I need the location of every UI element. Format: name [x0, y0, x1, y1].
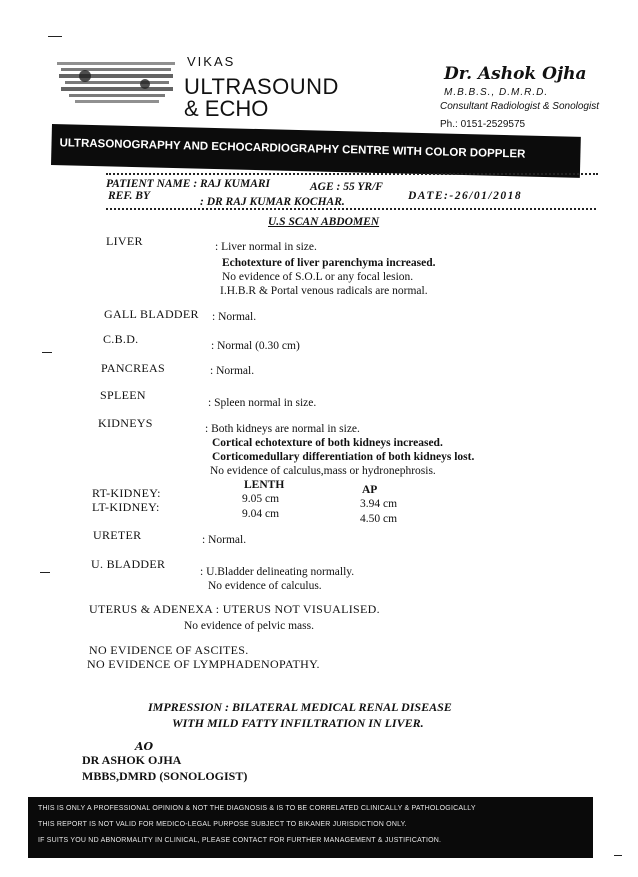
impression-line: IMPRESSION : BILATERAL MEDICAL RENAL DISEASE [148, 700, 452, 714]
urinary-bladder-line: No evidence of calculus. [208, 580, 322, 592]
spleen-value: : Spleen normal in size. [208, 397, 317, 409]
kidneys-line: Corticomedullary differentiation of both kidneys lost. [212, 451, 475, 463]
brand-name-echo: & ECHO [184, 96, 269, 121]
liver-line: No evidence of S.O.L or any focal lesion. [222, 271, 414, 283]
uterus-note: No evidence of pelvic mass. [184, 620, 314, 632]
urinary-bladder-line: : U.Bladder delineating normally. [200, 566, 355, 578]
patient-age: AGE : 55 YR/F [310, 181, 383, 193]
kidneys-label: KIDNEYS [98, 416, 153, 430]
scan-title: U.S SCAN ABDOMEN [268, 216, 380, 228]
lt-kidney-label: LT-KIDNEY: [92, 500, 160, 514]
kidney-ap-header: AP [362, 484, 378, 496]
doctor-role: Consultant Radiologist & Sonologist [440, 101, 599, 112]
divider-dotted [106, 208, 596, 210]
liver-line: Echotexture of liver parenchyma increased. [222, 257, 436, 269]
uterus-finding: UTERUS & ADENEXA : UTERUS NOT VISUALISED. [89, 602, 380, 616]
divider-dotted [106, 173, 598, 175]
margin-mark [42, 352, 52, 353]
kidneys-line: : Both kidneys are normal in size. [205, 423, 360, 435]
lt-kidney-length: 9.04 cm [242, 508, 280, 520]
liver-line: I.H.B.R & Portal venous radicals are normal. [220, 285, 428, 297]
header-banner [51, 124, 581, 178]
cbd-value: : Normal (0.30 cm) [211, 340, 300, 352]
doctor-name: Dr. Ashok Ojha [444, 64, 587, 84]
rt-kidney-ap: 3.94 cm [360, 498, 398, 510]
lymphadenopathy-finding: NO EVIDENCE OF LYMPHADENOPATHY. [87, 657, 320, 671]
pancreas-value: : Normal. [210, 365, 255, 377]
liver-label: LIVER [106, 234, 143, 248]
kidneys-line: Cortical echotexture of both kidneys increased. [212, 437, 443, 449]
pancreas-label: PANCREAS [101, 361, 165, 375]
ureter-value: : Normal. [202, 534, 247, 546]
kidneys-line: No evidence of calculus,mass or hydronephrosis. [210, 465, 436, 477]
signature-name: DR ASHOK OJHA [82, 753, 182, 767]
liver-line: : Liver normal in size. [215, 241, 317, 253]
patient-name: PATIENT NAME : RAJ KUMARI [106, 178, 271, 190]
ureter-label: URETER [93, 528, 142, 542]
rt-kidney-label: RT-KIDNEY: [92, 486, 161, 500]
margin-mark [614, 855, 622, 856]
signature-qualification: MBBS,DMRD (SONOLOGIST) [82, 769, 248, 783]
spleen-label: SPLEEN [100, 388, 146, 402]
kidney-length-header: LENTH [244, 479, 285, 491]
footer-line: THIS IS ONLY A PROFESSIONAL OPINION & NOT THE DIAGNOSIS & IS TO BE CORRELATED CLINICALLY & PATHOLOGICALLY [38, 805, 476, 812]
ascites-finding: NO EVIDENCE OF ASCITES. [89, 643, 249, 657]
brand-name-ultrasound: ULTRASOUND [184, 74, 339, 99]
footer-line: THIS REPORT IS NOT VALID FOR MEDICO-LEGAL PURPOSE SUBJECT TO BIKANER JURISDICTION ONLY. [38, 821, 407, 828]
footer-disclaimer [28, 797, 593, 858]
report-date: DATE:-26/01/2018 [408, 190, 523, 202]
gall-bladder-label: GALL BLADDER [104, 307, 199, 321]
brand-name-top: VIKAS [187, 54, 236, 69]
lt-kidney-ap: 4.50 cm [360, 513, 398, 525]
rt-kidney-length: 9.05 cm [242, 493, 280, 505]
doctor-qualification: M.B.B.S., D.M.R.D. [444, 87, 549, 98]
margin-mark [48, 36, 62, 37]
margin-mark [40, 572, 50, 573]
impression-line: WITH MILD FATTY INFILTRATION IN LIVER. [172, 716, 424, 730]
banner-text: ULTRASONOGRAPHY AND ECHOCARDIOGRAPHY CENTRE WITH COLOR DOPPLER [59, 137, 526, 161]
signature-initials: AO [135, 740, 154, 753]
cbd-label: C.B.D. [103, 332, 139, 346]
doctor-phone: Ph.: 0151-2529575 [440, 119, 526, 130]
footer-line: IF SUITS YOU ND ABNORMALITY IN CLINICAL, PLEASE CONTACT FOR FURTHER MANAGEMENT & JUSTIFICATION. [38, 837, 442, 844]
ref-label: REF. BY [108, 190, 150, 202]
ref-doctor: : DR RAJ KUMAR KOCHAR. [200, 196, 345, 208]
gall-bladder-value: : Normal. [212, 311, 257, 323]
clinic-logo [55, 58, 180, 113]
urinary-bladder-label: U. BLADDER [91, 557, 166, 571]
